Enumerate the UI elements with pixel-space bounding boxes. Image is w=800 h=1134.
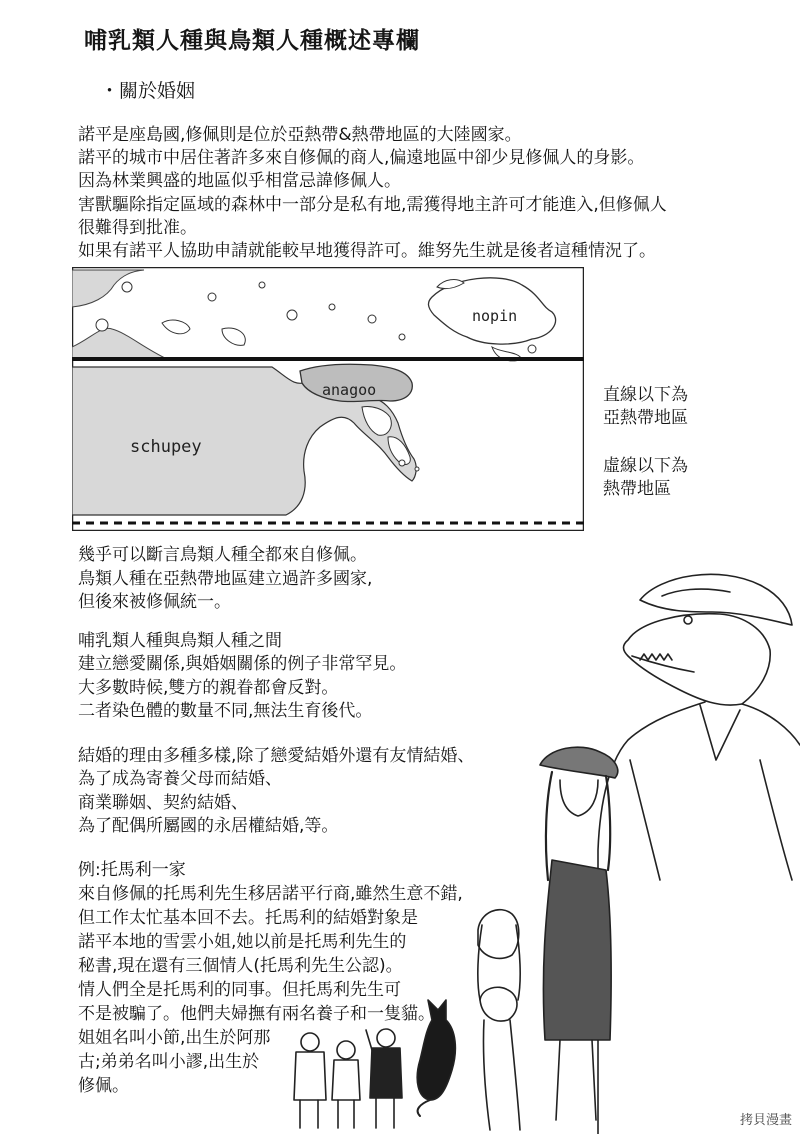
legend-line: 熱帶地區 xyxy=(603,479,671,499)
text-line: 幾乎可以斷言鳥類人種全都來自修佩。 xyxy=(78,545,367,565)
page-title: 哺乳類人種與鳥類人種概述專欄 xyxy=(84,28,420,54)
text-line: 大多數時候,雙方的親眷都會反對。 xyxy=(78,677,339,698)
text-line: 姐姐名叫小節,出生於阿那 xyxy=(78,1028,271,1048)
text-line: 諾平的城市中居住著許多來自修佩的商人,偏遠地區中卻少見修佩人的身影。 xyxy=(78,148,645,169)
crocodile-hat xyxy=(640,574,792,625)
map-label-schupey: schupey xyxy=(130,437,202,457)
section-subtitle: ・關於婚姻 xyxy=(100,80,196,102)
woman-dress xyxy=(543,860,611,1040)
text-line: 修佩。 xyxy=(78,1076,129,1096)
text-line: 為了成為寄養父母而結婚、 xyxy=(78,769,282,790)
text-line: 不是被騙了。他們夫婦撫有兩名養子和一隻貓。 xyxy=(78,1004,435,1024)
frog-toy xyxy=(480,987,517,1021)
girl-head xyxy=(478,910,519,959)
map-label-nopin: nopin xyxy=(472,307,518,325)
text-line: 哺乳類人種與鳥類人種之間 xyxy=(78,631,282,651)
text-line: 諾平是座島國,修佩則是位於亞熱帶&熱帶地區的大陸國家。 xyxy=(78,125,522,145)
text-line: 建立戀愛關係,與婚姻關係的例子非常罕見。 xyxy=(78,654,407,675)
text-line: 結婚的理由多種多樣,除了戀愛結婚外還有友情結婚、 xyxy=(78,746,475,766)
legend-line: 直線以下為 xyxy=(603,385,688,405)
text-line: 商業聯姻、契約結婚、 xyxy=(78,792,248,813)
text-line: 因為林業興盛的地區似乎相當忌諱修佩人。 xyxy=(78,171,401,192)
text-line: 為了配偶所屬國的永居權結婚,等。 xyxy=(78,815,339,836)
text-line: 秘書,現在還有三個情人(托馬利先生公認)。 xyxy=(78,956,403,976)
text-line: 很難得到批准。 xyxy=(78,217,197,238)
text-line: 二者染色體的數量不同,無法生育後代。 xyxy=(78,700,373,721)
example-paragraph xyxy=(78,858,463,1098)
girl-body xyxy=(483,1020,520,1130)
text-line: 古;弟弟名叫小謬,出生於 xyxy=(78,1052,260,1072)
text-line: 諾平本地的雪雲小姐,她以前是托馬利先生的 xyxy=(78,932,407,952)
text-line: 來自修佩的托馬利先生移居諾平行商,雖然生意不錯, xyxy=(78,884,463,904)
crocodile-head xyxy=(624,614,771,705)
text-line: 例:托馬利一家 xyxy=(78,860,186,880)
crocodile-body xyxy=(598,702,800,1134)
map-label-anagoo: anagoo xyxy=(322,381,377,399)
watermark: 拷貝漫畫 xyxy=(739,1113,792,1128)
woman-face xyxy=(560,780,598,816)
text-line: 但工作太忙基本回不去。托馬利的結婚對象是 xyxy=(78,908,418,928)
text-line: 如果有諾平人協助申請就能較早地獲得許可。維努先生就是後者這種情況了。 xyxy=(78,241,656,262)
text-line: 但後來被修佩統一。 xyxy=(78,592,231,612)
text-line: 鳥類人種在亞熱帶地區建立過許多國家, xyxy=(78,568,373,589)
legend-line: 亞熱帶地區 xyxy=(603,408,688,428)
legend-line: 虛線以下為 xyxy=(603,456,688,476)
text-line: 情人們全是托馬利的同事。但托馬利先生可 xyxy=(78,980,401,1000)
text-line: 害獸驅除指定區域的森林中一部分是私有地,需獲得地主許可才能進入,但修佩人 xyxy=(78,194,667,215)
